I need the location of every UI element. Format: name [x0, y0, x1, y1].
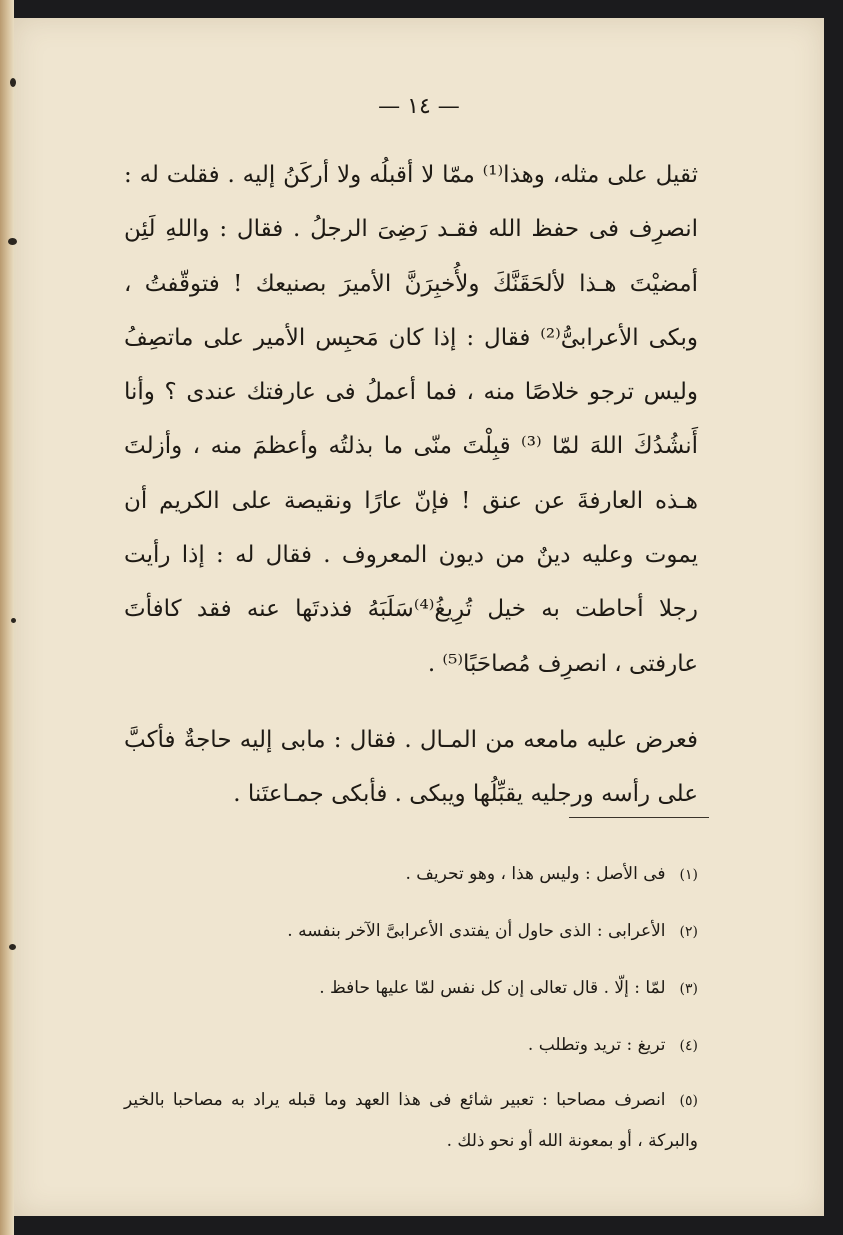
- paper-speck: [8, 238, 17, 245]
- paragraph-1: ثقيل على مثله، وهذا⁽¹⁾ ممّا لا أقبلُه ولا أركَنُ إليه . فقلت له : انصرِف فى حفظ الله فقـد رَضِىَ الرجلُ . فقال : واللهِ لَئِن أمضيْتَ هـذا لألحَقَنَّكَ ولأُخبِرَنَّ الأميرَ بصنيعك ! فتوقّفتُ ، وبكى الأعرابىُّ⁽²⁾ فقال : إذا كان مَحبِس الأمير على ماتصِفُ وليس ترجو خلاصًا منه ، فما أعملُ فى عارفتك عندى ؟ وأنا أَنشُدُكَ اللهَ لمّا ⁽³⁾ قبِلْتَ منّى ما بذلتُه وأعظمَ منه ، وأزلتَ هـذه العارفةَ عن عنق ! فإنّ عارًا ونقيصة على الكريم أن يموت وعليه دينٌ من ديون المعروف . فقال له : إذا رأيت رجلا أحاطت به خيل تُرِيغُ⁽⁴⁾سَلَبَهُ فذدتَها عنه فقد كافأتَ عارفتى ، انصرِف مُصاحَبًا⁽⁵⁾ .: [124, 162, 699, 677]
- footnote-5: [124, 1080, 698, 1161]
- footnote-3: [124, 960, 698, 1017]
- footnote-text: لمّا : إلّا . قال تعالى إن كل نفس لمّا عليها حافظ .: [319, 978, 666, 998]
- main-text: [124, 148, 698, 822]
- footnote-text: الأعرابى : الذى حاول أن يفتدى الأعرابىَّ الآخر بنفسه .: [287, 921, 666, 941]
- paper-speck: [11, 618, 16, 623]
- footnote-text: تريغ : تريد وتطلب .: [527, 1035, 666, 1055]
- footnote-number: (١): [679, 867, 698, 883]
- footnote-2: [124, 903, 698, 960]
- footnote-1: [124, 846, 698, 903]
- footnotes: [124, 846, 698, 1161]
- paper-speck: [10, 78, 16, 87]
- footnote-text: انصرف مصاحبا : تعبير شائع فى هذا العهد وما قبله يراد به مصاحبا بالخير والبركة ، أو بمعونة الله أو نحو ذلك .: [124, 1090, 698, 1151]
- footnote-number: (٣): [679, 981, 698, 997]
- footnote-4: [124, 1017, 698, 1074]
- footnote-text: فى الأصل : وليس هذا ، وهو تحريف .: [405, 864, 666, 884]
- footnote-number: (٤): [679, 1038, 698, 1054]
- footnote-number: (٥): [679, 1093, 698, 1109]
- paper-speck: [9, 944, 16, 950]
- paragraph-2: فعرض عليه مامعه من المـال . فقال : مابى إليه حاجةٌ فأكبَّ على رأسه ورجليه يقبِّلُها ويبكى . فأبكى جمـاعتَنا .: [124, 726, 698, 808]
- footnote-number: (٢): [679, 924, 698, 940]
- page-number: — ١٤ —: [378, 94, 460, 119]
- footnote-divider: [569, 817, 709, 818]
- book-page: [14, 18, 824, 1216]
